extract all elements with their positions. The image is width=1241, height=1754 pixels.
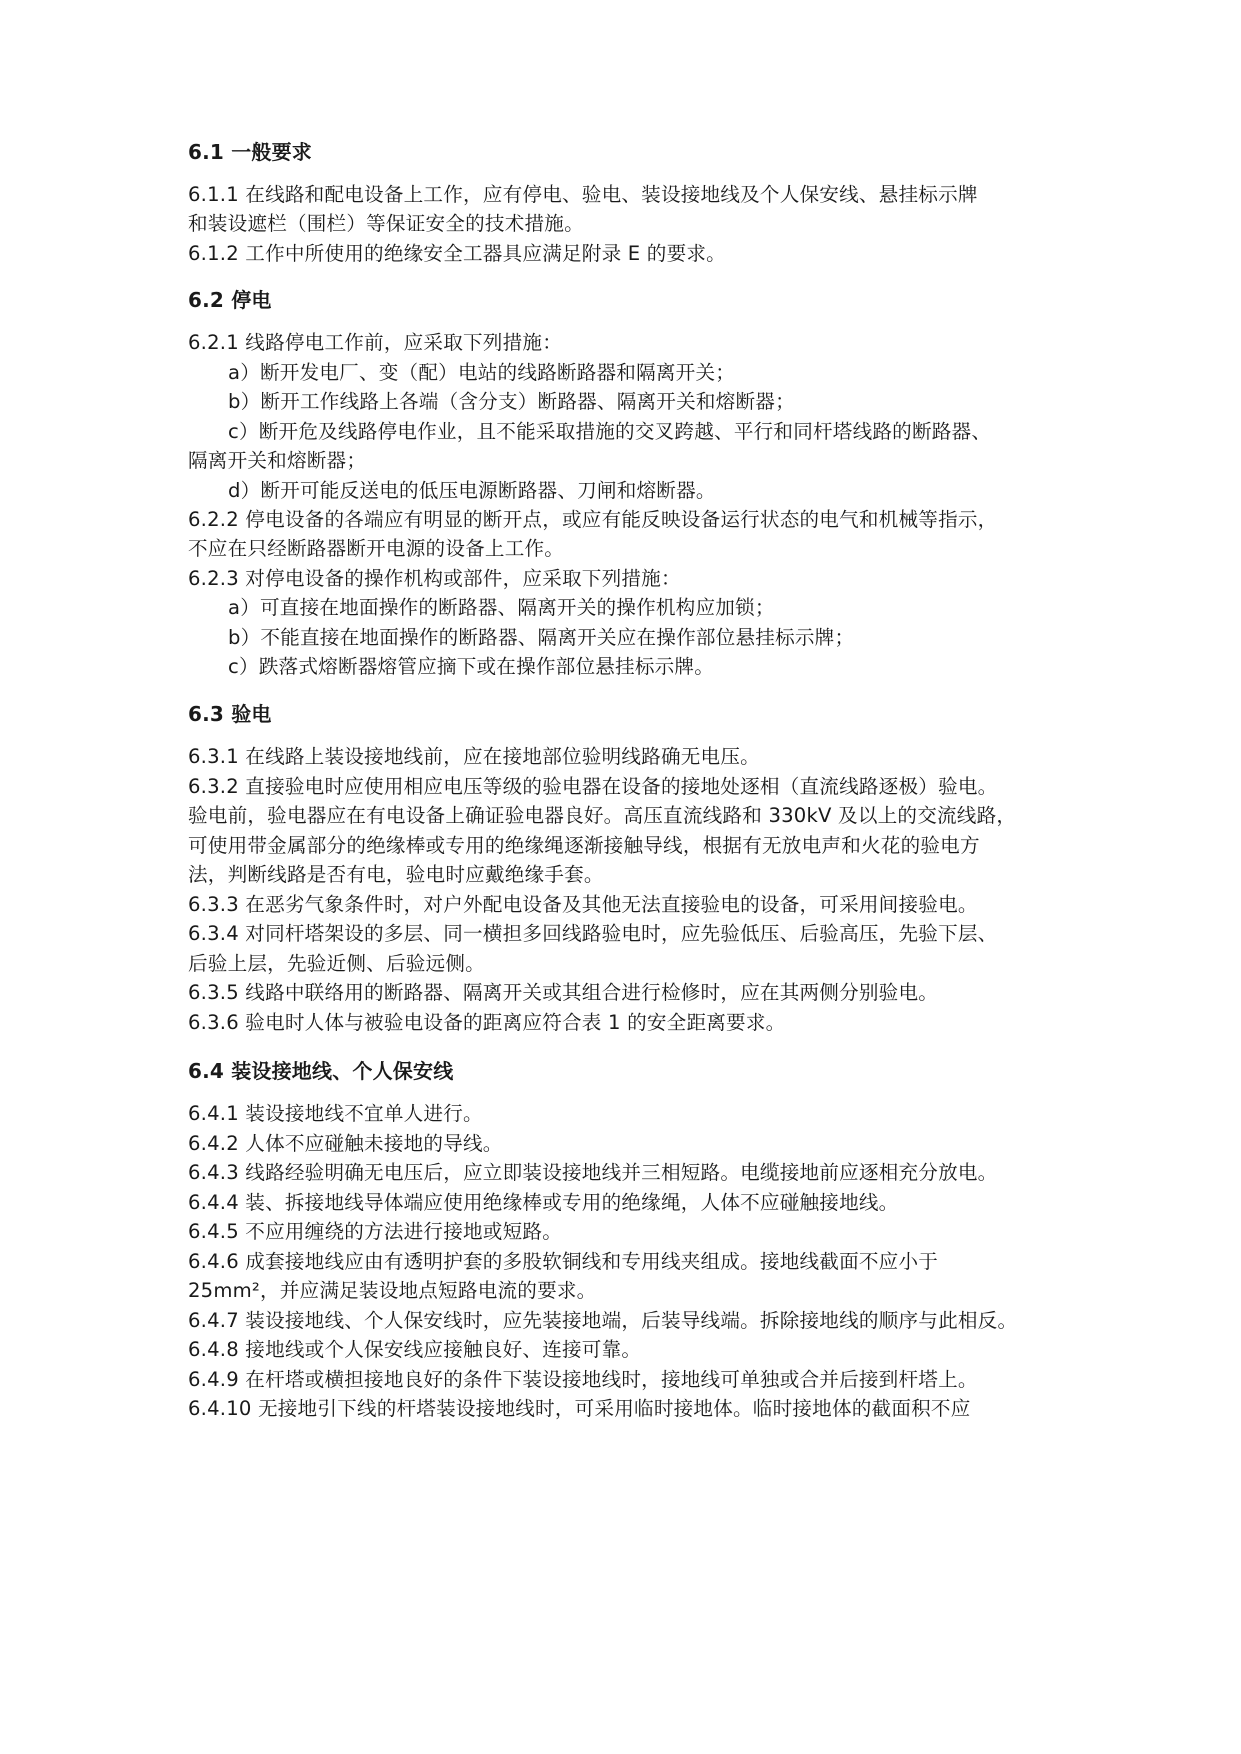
paragraph-line: 6.4.7 装设接地线、个人保安线时，应先装接地端，后装导线端。拆除接地线的顺序与此相反。 — [188, 1309, 1018, 1332]
paragraph-line: 验电前，验电器应在有电设备上确证验电器良好。高压直流线路和 330kV 及以上的交流线路， — [188, 804, 1017, 827]
paragraph-line: 6.1.2 工作中所使用的绝缘安全工器具应满足附录 E 的要求。 — [188, 242, 726, 265]
paragraph-line: 6.4.9 在杆塔或横担接地良好的条件下装设接地线时，接地线可单独或合并后接到杆塔上。 — [188, 1368, 978, 1391]
paragraph-line: 6.4.3 线路经验明确无电压后，应立即装设接地线并三相短路。电缆接地前应逐相充分放电。 — [188, 1161, 998, 1184]
paragraph-line: 6.4.4 装、拆接地线导体端应使用绝缘棒或专用的绝缘绳，人体不应碰触接地线。 — [188, 1191, 899, 1214]
paragraph-line: 6.4.1 装设接地线不宜单人进行。 — [188, 1102, 483, 1125]
paragraph-line: 6.3.1 在线路上装设接地线前，应在接地部位验明线路确无电压。 — [188, 745, 760, 768]
paragraph-line: 6.3.3 在恶劣气象条件时，对户外配电设备及其他无法直接验电的设备，可采用间接验电。 — [188, 893, 978, 916]
paragraph-line: 6.1.1 在线路和配电设备上工作，应有停电、验电、装设接地线及个人保安线、悬挂标示牌 — [188, 183, 978, 206]
paragraph-line: 隔离开关和熔断器； — [188, 449, 367, 472]
list-item: c）断开危及线路停电作业，且不能采取措施的交叉跨越、平行和同杆塔线路的断路器、 — [228, 420, 992, 443]
paragraph-line: 6.4.2 人体不应碰触未接地的导线。 — [188, 1132, 503, 1155]
list-item: a）可直接在地面操作的断路器、隔离开关的操作机构应加锁； — [228, 596, 775, 619]
paragraph-line: 6.3.5 线路中联络用的断路器、隔离开关或其组合进行检修时，应在其两侧分别验电。 — [188, 981, 939, 1004]
paragraph-line: 6.2.1 线路停电工作前，应采取下列措施： — [188, 331, 562, 354]
paragraph-line: 6.3.4 对同杆塔架设的多层、同一横担多回线路验电时，应先验低压、后验高压，先验下层、 — [188, 922, 998, 945]
list-item: b）断开工作线路上各端（含分支）断路器、隔离开关和熔断器； — [228, 390, 795, 413]
paragraph-line: 后验上层，先验近侧、后验远侧。 — [188, 952, 485, 975]
paragraph-line: 法，判断线路是否有电，验电时应戴绝缘手套。 — [188, 863, 604, 886]
paragraph-line: 可使用带金属部分的绝缘棒或专用的绝缘绳逐渐接触导线，根据有无放电声和火花的验电方 — [188, 834, 980, 857]
section-heading-6-4: 6.4 装设接地线、个人保安线 — [188, 1059, 454, 1083]
list-item: b）不能直接在地面操作的断路器、隔离开关应在操作部位悬挂标示牌； — [228, 626, 855, 649]
paragraph-line: 6.4.6 成套接地线应由有透明护套的多股软铜线和专用线夹组成。接地线截面不应小于 — [188, 1250, 939, 1273]
paragraph-line: 25mm²，并应满足装设地点短路电流的要求。 — [188, 1279, 597, 1302]
list-item: a）断开发电厂、变（配）电站的线路断路器和隔离开关； — [228, 361, 736, 384]
section-heading-6-3: 6.3 验电 — [188, 702, 272, 726]
paragraph-line: 6.2.3 对停电设备的操作机构或部件，应采取下列措施： — [188, 567, 681, 590]
paragraph-line: 6.3.6 验电时人体与被验电设备的距离应符合表 1 的安全距离要求。 — [188, 1011, 786, 1034]
list-item: c）跌落式熔断器熔管应摘下或在操作部位悬挂标示牌。 — [228, 655, 715, 678]
section-heading-6-1: 6.1 一般要求 — [188, 140, 312, 164]
paragraph-line: 6.4.5 不应用缠绕的方法进行接地或短路。 — [188, 1220, 562, 1243]
paragraph-line: 6.4.10 无接地引下线的杆塔装设接地线时，可采用临时接地体。临时接地体的截面积不应 — [188, 1397, 971, 1420]
paragraph-line: 不应在只经断路器断开电源的设备上工作。 — [188, 537, 565, 560]
paragraph-line: 6.2.2 停电设备的各端应有明显的断开点，或应有能反映设备运行状态的电气和机械等指示， — [188, 508, 998, 531]
paragraph-line: 和装设遮栏（围栏）等保证安全的技术措施。 — [188, 212, 584, 235]
list-item: d）断开可能反送电的低压电源断路器、刀闸和熔断器。 — [228, 479, 716, 502]
paragraph-line: 6.4.8 接地线或个人保安线应接触良好、连接可靠。 — [188, 1338, 642, 1361]
section-heading-6-2: 6.2 停电 — [188, 288, 272, 312]
paragraph-line: 6.3.2 直接验电时应使用相应电压等级的验电器在设备的接地处逐相（直流线路逐极）验电。 — [188, 775, 998, 798]
